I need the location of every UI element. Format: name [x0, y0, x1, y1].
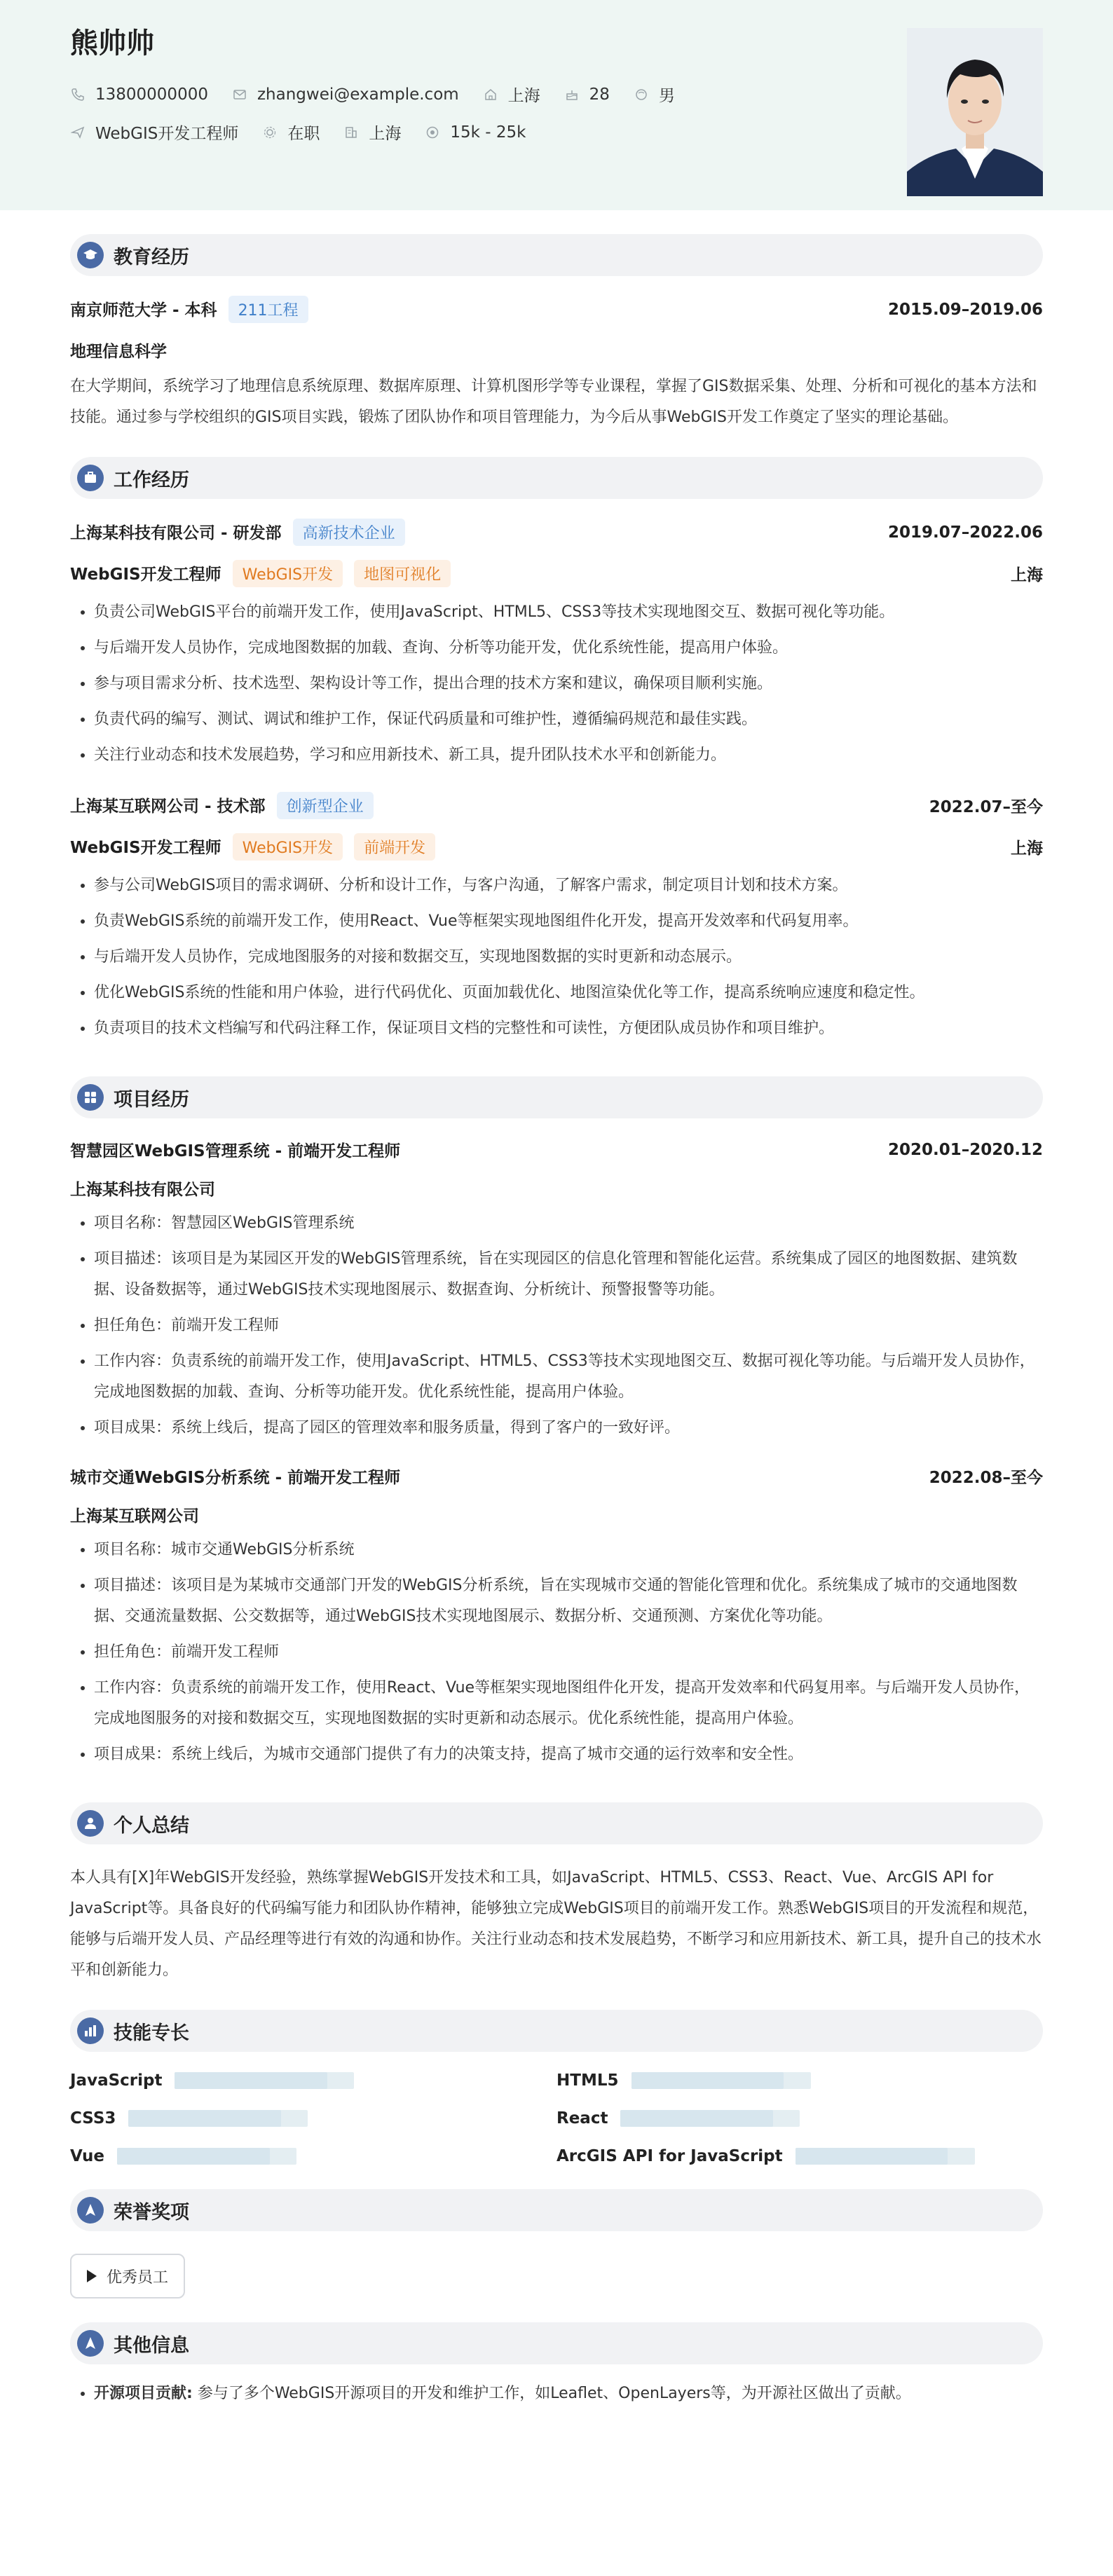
- education-section-header: [70, 234, 1043, 276]
- send-icon: [70, 125, 86, 140]
- work-section-header: [70, 457, 1043, 499]
- bar-chart-icon: [77, 2017, 104, 2044]
- list-item: • 担任角色：前端开发工程师: [94, 1637, 1043, 1668]
- list-item: • 项目描述：该项目是为某园区开发的WebGIS管理系统，旨在实现园区的信息化管理和智能化运营。系统集成了园区的地图数据、建筑数据、设备数据等，通过WebGIS技术实现地图展示、数据查询、分析统计、预警报警等功能。: [94, 1244, 1043, 1306]
- projects-section-header: [70, 1076, 1043, 1118]
- education-entry: [70, 296, 1043, 433]
- salary-icon: [425, 125, 440, 140]
- email-info: [232, 85, 459, 104]
- skill-name: ArcGIS API for JavaScript: [556, 2147, 783, 2165]
- mail-icon: [232, 87, 247, 102]
- role-name: WebGIS开发工程师: [70, 566, 221, 584]
- summary-section-header: [70, 1802, 1043, 1844]
- graduation-cap-icon: [77, 242, 104, 268]
- age-text: 28: [589, 85, 610, 104]
- contact-row: [70, 83, 699, 106]
- phone-icon: [70, 87, 86, 102]
- skill-bar: [620, 2110, 800, 2127]
- other-label: 开源项目贡献:: [94, 2385, 193, 2402]
- company-line: [70, 519, 405, 546]
- company-name: 上海某科技有限公司 - 研发部: [70, 524, 282, 542]
- company-line: [70, 792, 374, 819]
- work-city: 上海: [1011, 566, 1043, 584]
- award-name: 优秀员工: [107, 2268, 169, 2287]
- role-line: [70, 833, 435, 861]
- list-item: [94, 2378, 1043, 2409]
- list-item: • 项目成果：系统上线后，提高了园区的管理效率和服务质量，得到了客户的一致好评。: [94, 1413, 1043, 1444]
- info-icon: [77, 2330, 104, 2357]
- grid-icon: [77, 1084, 104, 1111]
- role-tag: 前端开发: [354, 833, 435, 861]
- age-info: [564, 85, 610, 104]
- skill-fill: [796, 2148, 948, 2165]
- skill-fill: [631, 2072, 784, 2089]
- list-item: • 负责项目的技术文档编写和代码注释工作，保证项目文档的完整性和可读性，方便团队成员协作和项目维护。: [94, 1013, 1043, 1044]
- play-icon: [87, 2270, 97, 2282]
- section-title: 荣誉奖项: [114, 2201, 189, 2224]
- work-city-info: [343, 121, 401, 144]
- work-city-text: 上海: [369, 125, 402, 143]
- school-line: [70, 296, 308, 323]
- project-date: 2022.08–至今: [929, 1469, 1043, 1487]
- skill-fill: [117, 2148, 270, 2165]
- list-item: • 参与公司WebGIS项目的需求调研、分析和设计工作，与客户沟通，了解客户需求，制定项目计划和技术方案。: [94, 870, 1043, 901]
- award-icon: [77, 2197, 104, 2224]
- job-title-text: WebGIS开发工程师: [95, 125, 239, 143]
- project-date: 2020.01–2020.12: [887, 1140, 1043, 1159]
- project-company: 上海某科技有限公司: [70, 1181, 215, 1199]
- role-line: [70, 560, 451, 587]
- awards-section-header: [70, 2189, 1043, 2231]
- skill-item: [556, 2071, 1043, 2090]
- other-section-header: [70, 2322, 1043, 2364]
- skill-name: HTML5: [556, 2071, 619, 2090]
- candidate-name: 熊帅帅: [70, 27, 154, 60]
- skill-name: Vue: [70, 2147, 104, 2165]
- cake-icon: [564, 87, 580, 102]
- school-tag: 211工程: [228, 296, 308, 323]
- skill-fill: [175, 2072, 327, 2089]
- project-title: 城市交通WebGIS分析系统 - 前端开发工程师: [70, 1469, 401, 1487]
- skill-bar: [128, 2110, 308, 2127]
- skills-grid: [70, 2071, 1043, 2165]
- gender-icon: [634, 87, 649, 102]
- skill-item: [556, 2109, 1043, 2128]
- list-item: • 参与项目需求分析、技术选型、架构设计等工作，提出合理的技术方案和建议，确保项目顺利实施。: [94, 669, 1043, 699]
- skill-item: [556, 2147, 1043, 2165]
- salary-text: 15k - 25k: [450, 123, 526, 142]
- skill-bar: [631, 2072, 811, 2089]
- briefcase-icon: [77, 465, 104, 491]
- resume-header: [0, 0, 1113, 210]
- role-tag: WebGIS开发: [233, 833, 343, 861]
- section-title: 项目经历: [114, 1088, 189, 1111]
- skill-item: [70, 2147, 556, 2165]
- job-title-info: [70, 121, 238, 144]
- work-city: 上海: [1011, 840, 1043, 858]
- summary-text: 本人具有[X]年WebGIS开发经验，熟练掌握WebGIS开发技术和工具，如JavaScript、HTML5、CSS3、React、Vue、ArcGIS API for JavaScript等。具备良好的代码编写能力和团队协作精神，能够独立完成WebGIS项目的前端开发工作。熟悉WebGIS项目的开发流程和规范，能够与后端开发人员、产品经理等进行有效的沟通和协作。关注行业动态和技术发展趋势，不断学习和应用新技术、新工具，提升自己的技术水平和创新能力。: [70, 1869, 1042, 1979]
- project-details: [70, 1208, 1043, 1444]
- skill-name: React: [556, 2109, 608, 2128]
- work-duties: [70, 870, 1043, 1044]
- other-text: 参与了多个WebGIS开源项目的开发和维护工作，如Leaflet、OpenLayers等，为开源社区做出了贡献。: [197, 2385, 911, 2402]
- skills-section-header: [70, 2010, 1043, 2052]
- skill-item: [70, 2071, 556, 2090]
- list-item: • 工作内容：负责系统的前端开发工作，使用React、Vue等框架实现地图组件化开发，提高开发效率和代码复用率。与后端开发人员协作，完成地图服务的对接和数据交互，实现地图数据的实时更新和动态展示。优化系统性能，提高用户体验。: [94, 1673, 1043, 1734]
- job-row: [70, 121, 549, 144]
- salary-info: [425, 123, 526, 142]
- skill-bar: [175, 2072, 354, 2089]
- status-icon: [262, 125, 278, 140]
- skill-fill: [620, 2110, 773, 2127]
- major-name: 地理信息科学: [70, 343, 167, 361]
- list-item: • 与后端开发人员协作，完成地图服务的对接和数据交互，实现地图数据的实时更新和动态展示。: [94, 942, 1043, 973]
- section-title: 其他信息: [114, 2334, 189, 2357]
- gender-text: 男: [658, 87, 675, 105]
- company-tag: 高新技术企业: [293, 519, 405, 546]
- work-entry: [70, 519, 1043, 771]
- project-details: [70, 1535, 1043, 1770]
- building-icon: [343, 125, 359, 140]
- skill-name: JavaScript: [70, 2071, 163, 2090]
- list-item: • 与后端开发人员协作，完成地图数据的加载、查询、分析等功能开发，优化系统性能，提高用户体验。: [94, 633, 1043, 664]
- role-name: WebGIS开发工程师: [70, 839, 221, 857]
- education-date: 2015.09–2019.06: [887, 300, 1043, 319]
- project-company: 上海某互联网公司: [70, 1507, 199, 1526]
- skill-bar: [117, 2148, 296, 2165]
- list-item: • 项目成果：系统上线后，为城市交通部门提供了有力的决策支持，提高了城市交通的运行效率和安全性。: [94, 1739, 1043, 1770]
- gender-info: [634, 83, 675, 106]
- role-tag: 地图可视化: [354, 560, 451, 587]
- status-info: [262, 121, 320, 144]
- skill-fill: [128, 2110, 281, 2127]
- profile-photo: [907, 28, 1043, 196]
- location-info: [483, 83, 540, 106]
- phone-info: [70, 85, 208, 104]
- project-entry: [70, 1138, 1043, 1444]
- skill-item: [70, 2109, 556, 2128]
- list-item: • 工作内容：负责系统的前端开发工作，使用JavaScript、HTML5、CSS3等技术实现地图交互、数据可视化等功能。与后端开发人员协作，完成地图数据的加载、查询、分析等功能开发。优化系统性能，提高用户体验。: [94, 1346, 1043, 1408]
- list-item: • 负责WebGIS系统的前端开发工作，使用React、Vue等框架实现地图组件化开发，提高开发效率和代码复用率。: [94, 906, 1043, 937]
- list-item: • 负责公司WebGIS平台的前端开发工作，使用JavaScript、HTML5、CSS3等技术实现地图交互、数据可视化等功能。: [94, 597, 1043, 628]
- project-entry: [70, 1465, 1043, 1770]
- resume-body: [0, 234, 1113, 2409]
- list-item: • 优化WebGIS系统的性能和用户体验，进行代码优化、页面加载优化、地图渲染优化等工作，提高系统响应速度和稳定性。: [94, 978, 1043, 1008]
- other-info-list: [70, 2378, 1043, 2409]
- section-title: 技能专长: [114, 2022, 189, 2044]
- avatar: [907, 28, 1043, 196]
- role-tag: WebGIS开发: [233, 560, 343, 587]
- work-date: 2019.07–2022.06: [887, 523, 1043, 542]
- section-title: 个人总结: [114, 1814, 189, 1837]
- list-item: • 关注行业动态和技术发展趋势，学习和应用新技术、新工具，提升团队技术水平和创新能力。: [94, 740, 1043, 771]
- phone-number[interactable]: 13800000000: [95, 85, 208, 104]
- email-address[interactable]: zhangwei@example.com: [257, 85, 459, 104]
- person-icon: [77, 1810, 104, 1837]
- education-description: 在大学期间，系统学习了地理信息系统原理、数据库原理、计算机图形学等专业课程，掌握了GIS数据采集、处理、分析和可视化的基本方法和技能。通过参与学校组织的GIS项目实践，锻炼了团队协作和项目管理能力，为今后从事WebGIS开发工作奠定了坚实的理论基础。: [70, 378, 1037, 426]
- list-item: • 项目描述：该项目是为某城市交通部门开发的WebGIS分析系统，旨在实现城市交通的智能化管理和优化。系统集成了城市的交通地图数据、交通流量数据、公交数据等，通过WebGIS技术实现地图展示、数据分析、交通预测、方案优化等功能。: [94, 1570, 1043, 1632]
- list-item: • 负责代码的编写、测试、调试和维护工作，保证代码质量和可维护性，遵循编码规范和最佳实践。: [94, 704, 1043, 735]
- company-tag: 创新型企业: [277, 792, 374, 819]
- school-name: 南京师范大学 - 本科: [70, 301, 217, 320]
- section-title: 教育经历: [114, 246, 189, 268]
- skill-name: CSS3: [70, 2109, 116, 2128]
- home-icon: [483, 87, 498, 102]
- list-item: • 项目名称：智慧园区WebGIS管理系统: [94, 1208, 1043, 1239]
- work-duties: [70, 597, 1043, 771]
- list-item: • 担任角色：前端开发工程师: [94, 1310, 1043, 1341]
- award-badge[interactable]: [70, 2254, 185, 2298]
- section-title: 工作经历: [114, 469, 189, 491]
- status-text: 在职: [287, 125, 320, 143]
- list-item: • 项目名称：城市交通WebGIS分析系统: [94, 1535, 1043, 1566]
- work-date: 2022.07–至今: [929, 798, 1043, 816]
- location-text: 上海: [507, 87, 540, 105]
- project-title: 智慧园区WebGIS管理系统 - 前端开发工程师: [70, 1142, 401, 1160]
- company-name: 上海某互联网公司 - 技术部: [70, 797, 266, 816]
- work-entry: [70, 792, 1043, 1044]
- skill-bar: [796, 2148, 975, 2165]
